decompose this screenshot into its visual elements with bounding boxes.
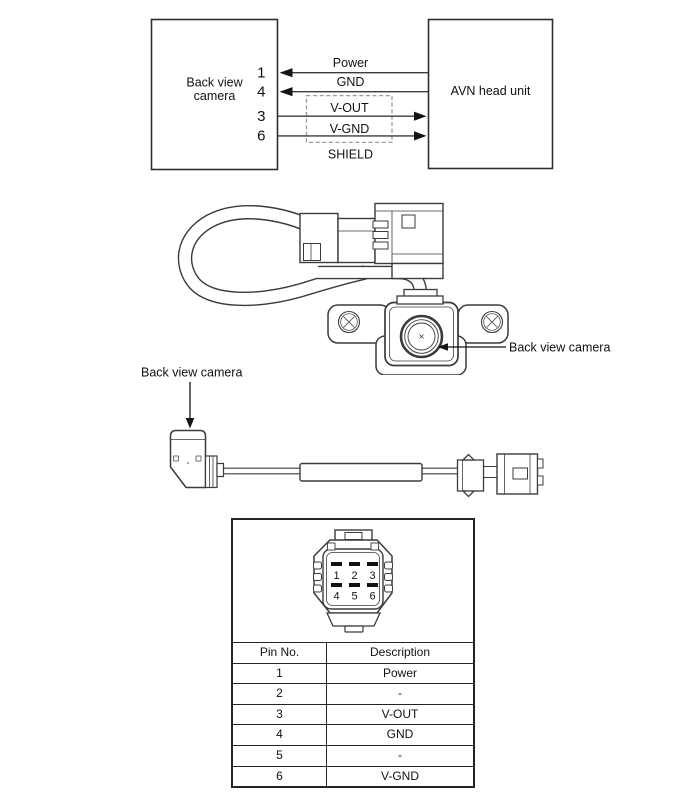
end-connector xyxy=(497,454,543,494)
pin-table-row xyxy=(233,663,473,684)
camera-callout-leader xyxy=(438,343,507,351)
arrowhead-down xyxy=(186,418,195,429)
pin-no-cell: 6 xyxy=(233,767,327,787)
connector-pin-number: 6 xyxy=(369,590,376,603)
pin-no-cell: 2 xyxy=(233,684,327,704)
pin-no-header: Pin No. xyxy=(233,643,327,663)
arrowhead-left xyxy=(280,68,293,77)
pin-table-row xyxy=(233,766,473,787)
camera-head-side xyxy=(171,431,206,488)
wire-pin-number: 1 xyxy=(257,64,266,82)
strain-relief xyxy=(206,456,224,488)
pin-no-cell: 1 xyxy=(233,664,327,684)
connector-pin-number: 5 xyxy=(351,590,358,603)
connector-skirt xyxy=(327,613,380,626)
camera-box-label-line2: camera xyxy=(193,89,236,104)
arrowhead-right xyxy=(414,112,427,121)
cable-segment-left xyxy=(224,468,301,474)
description-cell: Power xyxy=(382,665,417,680)
pin-table-row xyxy=(233,724,473,745)
pin-table-header-row xyxy=(233,643,473,663)
camera-cable-illustration xyxy=(0,360,700,510)
pin-no-cell: 4 xyxy=(233,725,327,745)
inline-clip xyxy=(458,455,498,497)
pin-no-cell: 5 xyxy=(233,746,327,766)
cable-segment-right xyxy=(422,468,458,474)
camera-callout-label: Back view camera xyxy=(509,340,611,355)
connector-pin-number: 2 xyxy=(351,570,358,582)
camera-cable-mount xyxy=(397,290,443,305)
head-unit-box-label: AVN head unit xyxy=(450,84,531,98)
wire-pin-number: 4 xyxy=(257,83,266,101)
description-cell: V-GND xyxy=(380,768,419,783)
description-cell: V-OUT xyxy=(381,706,419,721)
wire-label: GND xyxy=(336,75,365,89)
wire-gnd xyxy=(257,75,428,100)
wire-label: V-GND xyxy=(329,121,370,136)
pin-table-row xyxy=(233,704,473,725)
pin-no-cell: 3 xyxy=(233,705,327,725)
camera-front-illustration xyxy=(0,195,700,375)
wire-label: Power xyxy=(332,56,369,70)
cable-callout-arrow xyxy=(186,382,195,429)
wiring-schematic xyxy=(0,0,700,190)
wire-label: V-OUT xyxy=(330,101,369,115)
arrowhead-left xyxy=(280,87,293,96)
wire-pin-number: 6 xyxy=(257,127,266,145)
cable-sleeve xyxy=(300,464,422,482)
pin-table xyxy=(231,518,475,788)
connector-pin-number: 1 xyxy=(333,570,340,582)
wire-vgnd xyxy=(257,122,426,145)
pin-table-row xyxy=(233,683,473,704)
description-header: Description xyxy=(369,645,431,659)
wire-pin-number: 3 xyxy=(257,107,266,125)
description-cell: - xyxy=(398,686,402,701)
shield-label: SHIELD xyxy=(327,147,374,162)
connector-face-drawing xyxy=(313,529,393,633)
camera-box-label-line1: Back view xyxy=(186,75,243,90)
description-cell: - xyxy=(398,747,402,762)
connector-pin-number: 4 xyxy=(333,590,340,603)
cable-callout-label: Back view camera xyxy=(141,365,243,380)
description-cell: GND xyxy=(386,727,414,742)
connector-face-cell xyxy=(233,520,473,643)
arrowhead-right xyxy=(414,131,427,140)
pin-table-row xyxy=(233,745,473,766)
connector-pin-number: 3 xyxy=(369,570,376,582)
